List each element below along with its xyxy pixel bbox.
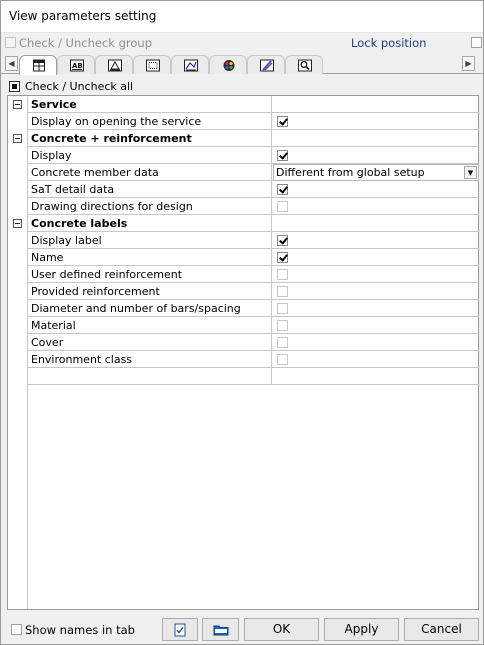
title-bar [1, 1, 483, 33]
parameter-value-cell [272, 164, 479, 181]
grid-group-row [28, 130, 479, 147]
slab-grid-icon [184, 59, 198, 72]
parameter-label: SaT detail data [31, 183, 115, 196]
grid-group-row [28, 215, 479, 232]
save-check-icon [173, 623, 187, 637]
parameters-grid [7, 95, 479, 610]
parameter-label: Diameter and number of bars/spacing [31, 302, 241, 315]
grid-parameter-row [28, 266, 479, 283]
check-all-label: Check / Uncheck all [25, 80, 134, 93]
parameter-value-cell [272, 96, 479, 113]
parameter-checkbox[interactable] [277, 286, 288, 297]
parameter-value-cell [272, 351, 479, 368]
parameter-label: Environment class [31, 353, 133, 366]
svg-text:AB: AB [72, 62, 83, 70]
show-names-label: Show names in tab [25, 623, 135, 637]
parameter-value-cell [272, 130, 479, 147]
select-value: Different from global setup [276, 166, 425, 179]
parameter-value-cell [272, 198, 479, 215]
check-group-checkbox[interactable] [5, 37, 16, 48]
group-label: Concrete + reinforcement [31, 132, 192, 145]
parameter-label: Display on opening the service [31, 115, 202, 128]
check-all-checkbox[interactable] [9, 81, 20, 92]
text-ab-icon [70, 59, 84, 72]
parameter-label: Concrete member data [31, 166, 159, 179]
tab-drawing[interactable] [247, 55, 285, 74]
triangle-icon [108, 59, 122, 72]
cancel-button[interactable]: Cancel [404, 618, 479, 641]
tab-shape[interactable] [95, 55, 133, 74]
parameter-label: Display label [31, 234, 102, 247]
pen-icon [260, 59, 274, 72]
dialog-footer [1, 613, 483, 645]
parameter-value-cell [272, 266, 479, 283]
parameter-checkbox[interactable] [277, 252, 288, 263]
parameter-value-cell [272, 147, 479, 164]
parameter-label: Cover [31, 336, 64, 349]
scroll-right-button[interactable]: ▶ [462, 56, 475, 71]
parameter-value-cell [272, 334, 479, 351]
tab-colors[interactable] [209, 55, 247, 74]
grid-parameter-row [28, 317, 479, 334]
show-names-checkbox[interactable] [11, 624, 22, 635]
tab-slab[interactable] [171, 55, 209, 74]
table-icon [32, 59, 46, 72]
grid-group-row [28, 96, 479, 113]
window-title: View parameters setting [9, 9, 157, 23]
parameter-checkbox[interactable] [277, 201, 288, 212]
grid-parameter-row [28, 334, 479, 351]
grid-parameter-row [28, 198, 479, 215]
parameter-label: Provided reinforcement [31, 285, 160, 298]
parameter-checkbox[interactable] [277, 235, 288, 246]
parameter-checkbox[interactable] [277, 303, 288, 314]
folder-icon [213, 623, 229, 637]
palette-icon [222, 59, 236, 72]
grid-parameter-row [28, 249, 479, 266]
lock-position-checkbox[interactable] [471, 37, 482, 48]
check-group-label: Check / Uncheck group [19, 36, 152, 50]
tab-strip [1, 55, 483, 74]
parameter-checkbox[interactable] [277, 337, 288, 348]
ok-button[interactable]: OK [244, 618, 319, 641]
grid-parameter-row [28, 147, 479, 164]
group-label: Concrete labels [31, 217, 128, 230]
dropdown-arrow-icon[interactable]: ▼ [464, 166, 477, 179]
parameter-value-cell [272, 317, 479, 334]
parameter-checkbox[interactable] [277, 184, 288, 195]
collapse-group-icon[interactable] [13, 100, 22, 109]
grid-empty-row [28, 368, 479, 385]
magnifier-icon [298, 59, 312, 72]
tab-search[interactable] [285, 55, 323, 74]
save-defaults-button[interactable] [162, 618, 198, 641]
concrete-member-data-select[interactable] [273, 164, 479, 181]
grid-parameter-row [28, 164, 479, 181]
parameter-value-cell [272, 113, 479, 130]
grid-parameter-row [28, 181, 479, 198]
parameter-label: Name [31, 251, 64, 264]
parameter-value-cell [272, 300, 479, 317]
tab-table[interactable] [19, 55, 57, 75]
grid-parameter-row [28, 283, 479, 300]
collapse-group-icon[interactable] [13, 219, 22, 228]
tab-text[interactable] [57, 55, 95, 74]
parameter-label: Display [31, 149, 72, 162]
parameter-value-cell [272, 215, 479, 232]
parameter-value-cell [272, 181, 479, 198]
grid-parameter-row [28, 232, 479, 249]
parameter-label: User defined reinforcement [31, 268, 183, 281]
open-folder-button[interactable] [202, 618, 239, 641]
parameter-checkbox[interactable] [277, 116, 288, 127]
apply-button[interactable]: Apply [324, 618, 399, 641]
grid-parameter-row [28, 300, 479, 317]
parameter-value-cell [272, 232, 479, 249]
scroll-left-button[interactable]: ◀ [5, 56, 18, 71]
parameter-value-cell [272, 283, 479, 300]
group-label: Service [31, 98, 77, 111]
parameter-label: Material [31, 319, 76, 332]
parameter-label: Drawing directions for design [31, 200, 193, 213]
parameter-checkbox[interactable] [277, 320, 288, 331]
group-toolbar [1, 33, 483, 55]
parameter-checkbox[interactable] [277, 269, 288, 280]
tab-frame[interactable] [133, 55, 171, 74]
lock-position-label[interactable]: Lock position [351, 36, 427, 50]
grid-parameter-row [28, 113, 479, 130]
parameter-value-cell [272, 249, 479, 266]
dotted-frame-icon [146, 59, 160, 72]
collapse-group-icon[interactable] [13, 134, 22, 143]
parameter-checkbox[interactable] [277, 354, 288, 365]
grid-parameter-row [28, 351, 479, 368]
parameter-checkbox[interactable] [277, 150, 288, 161]
column-divider [271, 368, 272, 385]
